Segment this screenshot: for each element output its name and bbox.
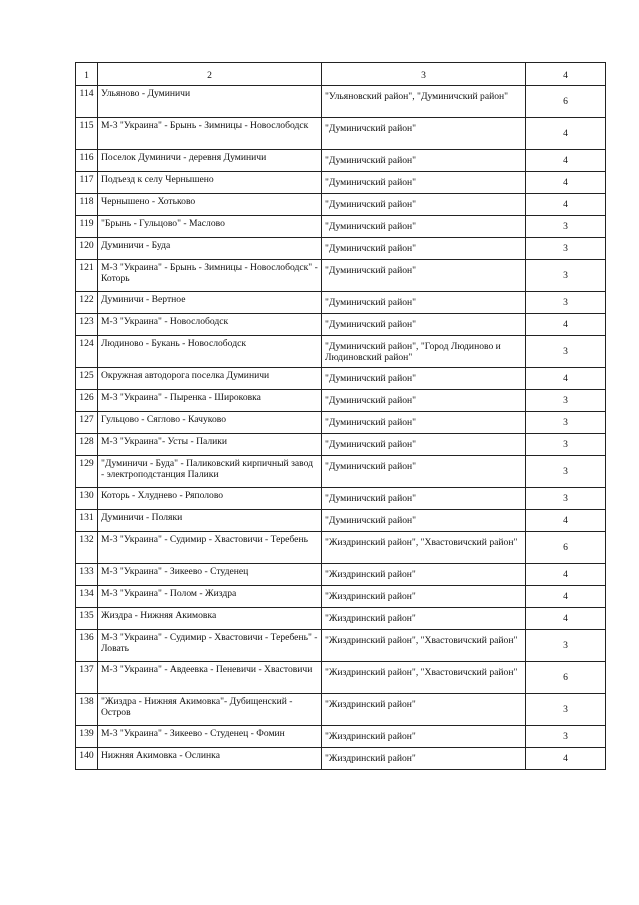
road-name: М-3 "Украина" - Судимир - Хвастовичи - Теребень" - Ловать: [98, 630, 322, 662]
road-name: Думиничи - Вертное: [98, 292, 322, 314]
road-name: М-3 "Украина" - Полом - Жиздра: [98, 586, 322, 608]
header-col-3: 3: [322, 63, 526, 86]
table-row: [76, 118, 606, 150]
table-body: [76, 86, 606, 770]
road-district: "Думиничский район": [322, 510, 526, 532]
road-category: 4: [526, 748, 606, 770]
road-name: Гульцово - Сяглово - Качуково: [98, 412, 322, 434]
road-category: 4: [526, 510, 606, 532]
road-district: "Ульяновский район", "Думиничский район": [322, 86, 526, 118]
row-number: 130: [76, 488, 98, 510]
row-number: 132: [76, 532, 98, 564]
row-number: 140: [76, 748, 98, 770]
row-number: 124: [76, 336, 98, 368]
table-row: [76, 314, 606, 336]
road-name: Ульяново - Думиничи: [98, 86, 322, 118]
row-number: 127: [76, 412, 98, 434]
road-category: 3: [526, 488, 606, 510]
road-name: Нижняя Акимовка - Ослинка: [98, 748, 322, 770]
table-row: [76, 586, 606, 608]
table-row: [76, 456, 606, 488]
road-category: 6: [526, 662, 606, 694]
road-name: Подъезд к селу Чернышено: [98, 172, 322, 194]
row-number: 135: [76, 608, 98, 630]
road-category: 3: [526, 630, 606, 662]
road-category: 4: [526, 118, 606, 150]
road-district: "Думиничский район": [322, 292, 526, 314]
road-district: "Думиничский район": [322, 456, 526, 488]
road-district: "Жиздринский район", "Хвастовичский район": [322, 532, 526, 564]
table-row: [76, 694, 606, 726]
row-number: 129: [76, 456, 98, 488]
row-number: 114: [76, 86, 98, 118]
road-name: М-3 "Украина" - Новослободск: [98, 314, 322, 336]
road-district: "Жиздринский район", "Хвастовичский район": [322, 630, 526, 662]
road-district: "Жиздринский район": [322, 564, 526, 586]
road-district: "Думиничский район": [322, 434, 526, 456]
road-name: Думиничи - Поляки: [98, 510, 322, 532]
table-row: [76, 412, 606, 434]
road-category: 3: [526, 390, 606, 412]
table-row: [76, 86, 606, 118]
road-district: "Жиздринский район": [322, 726, 526, 748]
road-name: "Жиздра - Нижняя Акимовка"- Дубищенский - Остров: [98, 694, 322, 726]
roads-table: [75, 62, 606, 770]
road-name: М-3 "Украина" - Судимир - Хвастовичи - Теребень: [98, 532, 322, 564]
row-number: 123: [76, 314, 98, 336]
road-district: "Думиничский район": [322, 238, 526, 260]
road-district: "Жиздринский район": [322, 586, 526, 608]
row-number: 119: [76, 216, 98, 238]
row-number: 116: [76, 150, 98, 172]
road-name: "Думиничи - Буда" - Паликовский кирпичный завод - электроподстанция Палики: [98, 456, 322, 488]
header-col-1: 1: [76, 63, 98, 86]
road-category: 3: [526, 412, 606, 434]
road-district: "Думиничский район": [322, 216, 526, 238]
row-number: 120: [76, 238, 98, 260]
row-number: 118: [76, 194, 98, 216]
road-district: "Думиничский район": [322, 172, 526, 194]
road-name: Думиничи - Буда: [98, 238, 322, 260]
table-row: [76, 608, 606, 630]
table-row: [76, 630, 606, 662]
road-category: 4: [526, 564, 606, 586]
road-category: 4: [526, 194, 606, 216]
table-row: [76, 172, 606, 194]
road-district: "Думиничский район": [322, 412, 526, 434]
table-row: [76, 150, 606, 172]
table-row: [76, 532, 606, 564]
road-name: М-3 "Украина" - Зикеево - Студенец - Фомин: [98, 726, 322, 748]
road-district: "Думиничский район", "Город Людиново и Людиновский район": [322, 336, 526, 368]
table-row: [76, 434, 606, 456]
row-number: 126: [76, 390, 98, 412]
row-number: 137: [76, 662, 98, 694]
road-district: "Думиничский район": [322, 260, 526, 292]
table-row: [76, 726, 606, 748]
road-category: 3: [526, 260, 606, 292]
row-number: 115: [76, 118, 98, 150]
road-category: 6: [526, 532, 606, 564]
road-category: 3: [526, 238, 606, 260]
row-number: 134: [76, 586, 98, 608]
road-district: "Жиздринский район": [322, 608, 526, 630]
road-category: 3: [526, 456, 606, 488]
table-row: [76, 292, 606, 314]
road-district: "Жиздринский район": [322, 694, 526, 726]
table-row: [76, 216, 606, 238]
table-row: [76, 336, 606, 368]
table-row: [76, 194, 606, 216]
table-row: [76, 260, 606, 292]
row-number: 122: [76, 292, 98, 314]
table-row: [76, 488, 606, 510]
table-row: [76, 368, 606, 390]
road-district: "Думиничский район": [322, 488, 526, 510]
road-category: 3: [526, 292, 606, 314]
road-category: 3: [526, 336, 606, 368]
table-row: [76, 510, 606, 532]
row-number: 128: [76, 434, 98, 456]
road-name: М-3 "Украина" - Пыренка - Широковка: [98, 390, 322, 412]
road-district: "Жиздринский район", "Хвастовичский район": [322, 662, 526, 694]
road-district: "Думиничский район": [322, 194, 526, 216]
road-name: М-3 "Украина"- Усты - Палики: [98, 434, 322, 456]
road-name: Поселок Думиничи - деревня Думиничи: [98, 150, 322, 172]
road-name: Которь - Хлуднево - Ряполово: [98, 488, 322, 510]
road-name: Чернышено - Хотьково: [98, 194, 322, 216]
road-category: 4: [526, 172, 606, 194]
road-name: М-3 "Украина" - Брынь - Зимницы - Новослободск" - Которь: [98, 260, 322, 292]
road-category: 3: [526, 216, 606, 238]
table-header: [76, 63, 606, 86]
road-category: 4: [526, 368, 606, 390]
road-district: "Жиздринский район": [322, 748, 526, 770]
table-row: [76, 662, 606, 694]
row-number: 133: [76, 564, 98, 586]
road-district: "Думиничский район": [322, 118, 526, 150]
row-number: 136: [76, 630, 98, 662]
road-name: М-3 "Украина" - Брынь - Зимницы - Новослободск: [98, 118, 322, 150]
road-category: 4: [526, 314, 606, 336]
road-name: М-3 "Украина" - Авдеевка - Пеневичи - Хвастовичи: [98, 662, 322, 694]
road-category: 4: [526, 608, 606, 630]
road-district: "Думиничский район": [322, 314, 526, 336]
table-row: [76, 238, 606, 260]
road-district: "Думиничский район": [322, 368, 526, 390]
row-number: 121: [76, 260, 98, 292]
road-name: "Брынь - Гульцово" - Маслово: [98, 216, 322, 238]
header-col-4: 4: [526, 63, 606, 86]
road-name: Людиново - Букань - Новослободск: [98, 336, 322, 368]
road-category: 6: [526, 86, 606, 118]
row-number: 117: [76, 172, 98, 194]
table-row: [76, 748, 606, 770]
road-category: 3: [526, 726, 606, 748]
road-name: Окружная автодорога поселка Думиничи: [98, 368, 322, 390]
row-number: 131: [76, 510, 98, 532]
table-row: [76, 390, 606, 412]
road-district: "Думиничский район": [322, 390, 526, 412]
road-category: 3: [526, 694, 606, 726]
road-category: 4: [526, 150, 606, 172]
row-number: 139: [76, 726, 98, 748]
row-number: 138: [76, 694, 98, 726]
header-col-2: 2: [98, 63, 322, 86]
road-name: Жиздра - Нижняя Акимовка: [98, 608, 322, 630]
row-number: 125: [76, 368, 98, 390]
road-name: М-3 "Украина" - Зикеево - Студенец: [98, 564, 322, 586]
road-category: 3: [526, 434, 606, 456]
road-category: 4: [526, 586, 606, 608]
table-row: [76, 564, 606, 586]
road-district: "Думиничский район": [322, 150, 526, 172]
